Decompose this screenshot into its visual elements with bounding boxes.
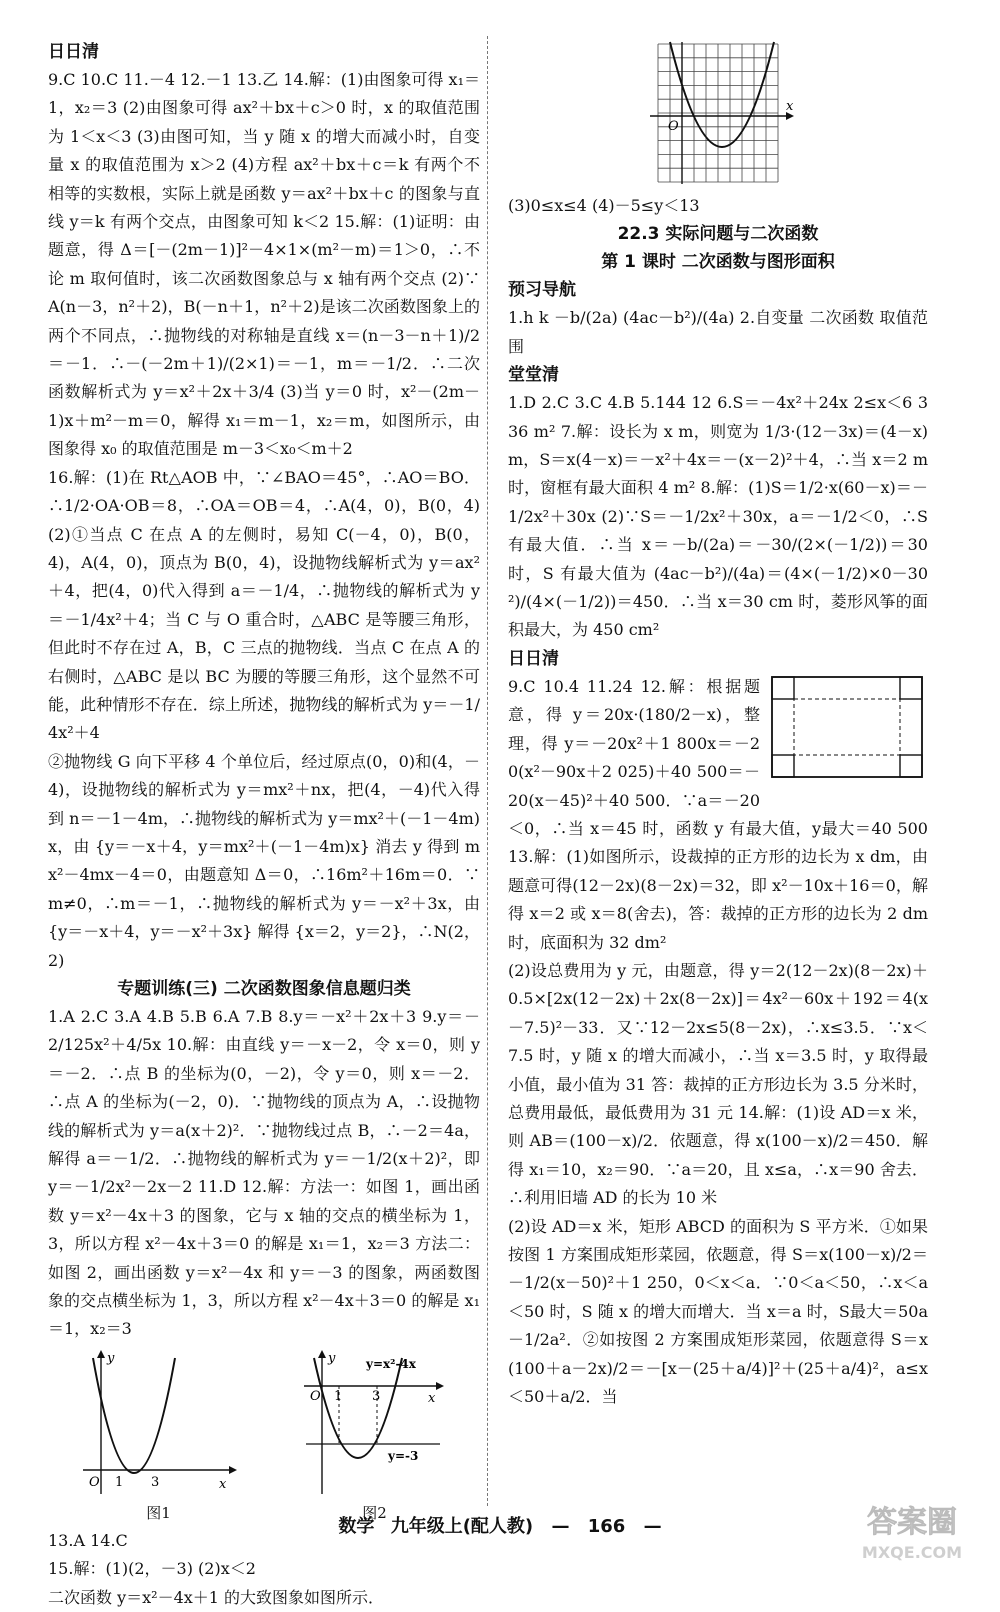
footer-subject: 数学	[338, 1516, 375, 1537]
figures-row	[48, 1348, 480, 1523]
right-column	[508, 38, 928, 1411]
watermark-logo	[842, 1496, 982, 1566]
column-divider	[487, 36, 488, 1506]
figure-caption: 图2	[362, 1503, 387, 1522]
curve-label: y=x²-4x	[365, 1356, 416, 1371]
answer-paragraph: 16.解：(1)在 Rt△AOB 中，∵∠BAO＝45°，∴AO＝BO．∴1/2·OA·OB＝8，∴OA＝OB＝4，∴A(4，0)，B(0，4) (2)①当点 C 在点 A 的左侧时，易知 C(－4，0)，B(0，4)，A(4，0)，顶点为 B(0，4)，设抛物线解析式为 y＝ax²＋4，把(4，0)代入得到 a＝－1/4，∴抛物线的解析式为 y＝－1/4x²＋4；当 C 与 O 重合时，△ABC 是等腰三角形，但此时不存在过 A，B，C 三点的抛物线．当点 C 在点 A 的右侧时，△ABC 是以 BC 为腰的等腰三角形，这个显然不可能，此种情形不存在．综上所述，抛物线的解析式为 y＝－1/4x²＋4	[48, 467, 480, 743]
answer-paragraph: 13.A 14.C	[48, 1530, 128, 1550]
answer-paragraph: (3)0≤x≤4 (4)－5≤y＜13	[508, 196, 700, 215]
svg-text:MXQE.COM: MXQE.COM	[861, 1543, 963, 1562]
section-heading: 专题训练(三) 二次函数图象信息题归类	[117, 979, 411, 999]
answer-paragraph: 1.h k －b/(2a) (4ac－b²)/(4a) 2.自变量 二次函数 取值范围	[508, 308, 928, 356]
x-axis-label: x	[427, 1390, 435, 1406]
figure-1	[79, 1348, 239, 1523]
answer-paragraph: (2)设 AD＝x 米，矩形 ABCD 的面积为 S 平方米．①如果按图 1 方案围成矩形菜园，依题意，得 S＝x(100－x)/2＝－1/2(x－50)²＋1 250，0＜x＜a．∵0＜a＜50，∴x＜a＜50 时，S 随 x 的增大而增大．当 x＝a 时，S最大＝50a－1/2a²．②如按图 2 方案围成矩形菜园，依题意得 S＝x(100＋a－2x)/2＝－[x－(25＋a/4)]²＋(25＋a/4)²，a≤x＜50＋a/2．当	[508, 1216, 928, 1407]
origin-label: O	[88, 1474, 100, 1490]
section-heading: 预习导航	[508, 280, 576, 301]
figure-2	[300, 1348, 450, 1523]
tick-label: 3	[371, 1388, 380, 1404]
line-label: y=-3	[387, 1448, 418, 1463]
lesson-heading: 第 1 课时 二次函数与图形面积	[601, 252, 835, 273]
parabola-graph-1	[79, 1348, 239, 1498]
page-footer: 数学 九年级上(配人教) — 166 —	[338, 1516, 662, 1537]
grid-figure	[648, 38, 928, 192]
answer-paragraph: ②抛物线 G 向下平移 4 个单位后，经过原点(0，0)和(4，－4)，设抛物线的解析式为 y＝mx²＋nx，把(4，－4)代入得到 n＝－1－4m，∴抛物线的解析式为 y＝mx²＋(－1－4m)x，由 {y＝－x＋4，y＝mx²＋(－1－4m)x} 消去 y 得到 mx²－4mx－4＝0，由题意知 Δ＝0，∴16m²＋16m＝0．∵m≠0，∴m＝－1，∴抛物线的解析式为 y＝－x²＋3x，由 {y＝－x＋4，y＝－x²＋3x} 解得 {x＝2，y＝2}，∴N(2，2)	[48, 751, 480, 970]
origin-label: O	[668, 119, 679, 134]
section-heading: 22.3 实际问题与二次函数	[617, 224, 819, 245]
grid-parabola-graph	[648, 38, 798, 188]
answer-paragraph: 9.C 10.4 11.24 12.解：根据题意，得 y＝20x·(180/2－x)，整理，得 y＝－20x²＋1 800x＝－20(x²－90x＋2 025)＋40 500＝－20(x－45)²＋40 500．∵a＝－20＜0，∴当 x＝45 时，函数 y 有最大值，y最大＝40 500 13.解：(1)如图所示，设裁掉的正方形的边长为 x dm，由题意可得(12－2x)(8－2x)＝32，即 x²－10x＋16＝0，解得 x＝2 或 x＝8(舍去)，答：裁掉的正方形的边长为 2 dm 时，底面积为 32 dm²	[508, 676, 928, 952]
figure-caption: 图1	[146, 1503, 171, 1522]
box-net-figure	[768, 673, 928, 783]
left-column	[48, 38, 480, 1612]
answer-paragraph: 15.解：(1)(2，－3) (2)x＜2	[48, 1559, 256, 1579]
answer-paragraph: 二次函数 y＝x²－4x＋1 的大致图象如图所示．	[48, 1587, 385, 1607]
q13-block	[508, 673, 928, 957]
y-axis-label: y	[106, 1350, 114, 1366]
tick-label: 1	[114, 1474, 123, 1490]
answer-paragraph: 1.D 2.C 3.C 4.B 5.144 12 6.S＝－4x²＋24x 2≤x＜6 3 36 m² 7.解：设长为 x m，则宽为 1/3·(12－3x)＝(4－x)m，S＝x(4－x)＝－x²＋4x＝－(x－2)²＋4，∴当 x＝2 m 时，窗框有最大面积 4 m² 8.解：(1)S＝1/2·x(60－x)＝－1/2x²＋30x (2)∵S＝－1/2x²＋30x，a＝－1/2＜0，∴S 有最大值．∴当 x＝－b/(2a)＝－30/(2×(－1/2))＝30 时，S 有最大值为 (4ac－b²)/(4a)＝(4×(－1/2)×0－30²)/(4×(－1/2))＝450．∴当 x＝30 cm 时，菱形风筝的面积最大，为 450 cm²	[508, 393, 928, 640]
tick-label: 1	[333, 1388, 342, 1404]
page-number: 166	[587, 1516, 626, 1537]
answer-paragraph: (2)设总费用为 y 元，由题意，得 y＝2(12－2x)(8－2x)＋0.5×[2x(12－2x)＋2x(8－2x)]＝4x²－60x＋192＝4(x－7.5)²－33．又∵12－2x≤5(8－2x)，∴x≤3.5．∵x＜7.5 时，y 随 x 的增大而减小，∴当 x＝3.5 时，y 取得最小值，最小值为 31 答：裁掉的正方形边长为 3.5 分米时，总费用最低，最低费用为 31 元 14.解：(1)设 AD＝x 米，则 AB＝(100－x)/2．依题意，得 x(100－x)/2＝450．解得 x₁＝10，x₂＝90．∵a＝20，且 x≤a，∴x＝90 舍去．∴利用旧墙 AD 的长为 10 米	[508, 960, 928, 1208]
footer-grade: 九年级上(配人教)	[390, 1516, 534, 1537]
x-axis-label: x	[786, 99, 794, 114]
parabola-graph-2	[300, 1348, 450, 1498]
section-heading: 日日清	[48, 42, 99, 62]
answer-paragraph: 1.A 2.C 3.A 4.B 5.B 6.A 7.B 8.y＝－x²＋2x＋3 9.y＝－2/125x²＋4/5x 10.解：由直线 y＝－x－2，令 x＝0，则 y＝－2．∴点 B 的坐标为(0，－2)，令 y＝0，则 x＝－2．∴点 A 的坐标为(－2，0)．∵抛物线的顶点为 A，∴设抛物线的解析式为 y＝a(x＋2)²．∵抛物线过点 B，∴－2＝4a，解得 a＝－1/2．∴抛物线的解析式为 y＝－1/2(x＋2)²，即 y＝－1/2x²－2x－2 11.D 12.解：方法一：如图 1，画出函数 y＝x²－4x＋3 的图象，它与 x 轴的交点的横坐标为 1，3，所以方程 x²－4x＋3＝0 的解是 x₁＝1，x₂＝3 方法二：如图 2，画出函数 y＝x²－4x 和 y＝－3 的图象，两函数图象的交点横坐标为 1，3，所以方程 x²－4x＋3＝0 的解是 x₁＝1，x₂＝3	[48, 1007, 480, 1339]
origin-label: O	[309, 1388, 321, 1404]
tick-label: 3	[150, 1474, 159, 1490]
x-axis-label: x	[218, 1476, 226, 1492]
section-heading: 堂堂清	[508, 365, 559, 386]
svg-text:答案圈: 答案圈	[867, 1505, 957, 1540]
y-axis-label: y	[327, 1350, 335, 1366]
answer-paragraph: 9.C 10.C 11.－4 12.－1 13.乙 14.解：(1)由图象可得 x₁＝1，x₂＝3 (2)由图象可得 ax²＋bx＋c＞0 时，x 的取值范围为 1＜x＜3 (3)由图可知，当 y 随 x 的增大而减小时，自变量 x 的取值范围为 x＞2 (4)方程 ax²＋bx＋c＝k 有两个不相等的实数根，实际上就是函数 y＝ax²＋bx＋c 的图象与直线 y＝k 有两个交点，由图象可知 k＜2 15.解：(1)证明：由题意，得 Δ＝[－(2m－1)]²－4×1×(m²－m)＝1＞0，∴不论 m 取何值时，该二次函数图象总与 x 轴有两个交点 (2)∵A(n－3，n²＋2)，B(－n＋1，n²＋2)是该二次函数图象上的两个不同点，∴抛物线的对称轴是直线 x＝(n－3－n＋1)/2＝－1．∴－(－2m＋1)/(2×1)＝－1，m＝－1/2．∴二次函数解析式为 y＝x²＋2x＋3/4 (3)当 y＝0 时，x²－(2m－1)x＋m²－m＝0，解得 x₁＝m－1，x₂＝m，如图所示，由图象得 x₀ 的取值范围是 m－3＜x₀＜m＋2	[48, 70, 480, 459]
section-heading: 日日清	[508, 648, 559, 669]
